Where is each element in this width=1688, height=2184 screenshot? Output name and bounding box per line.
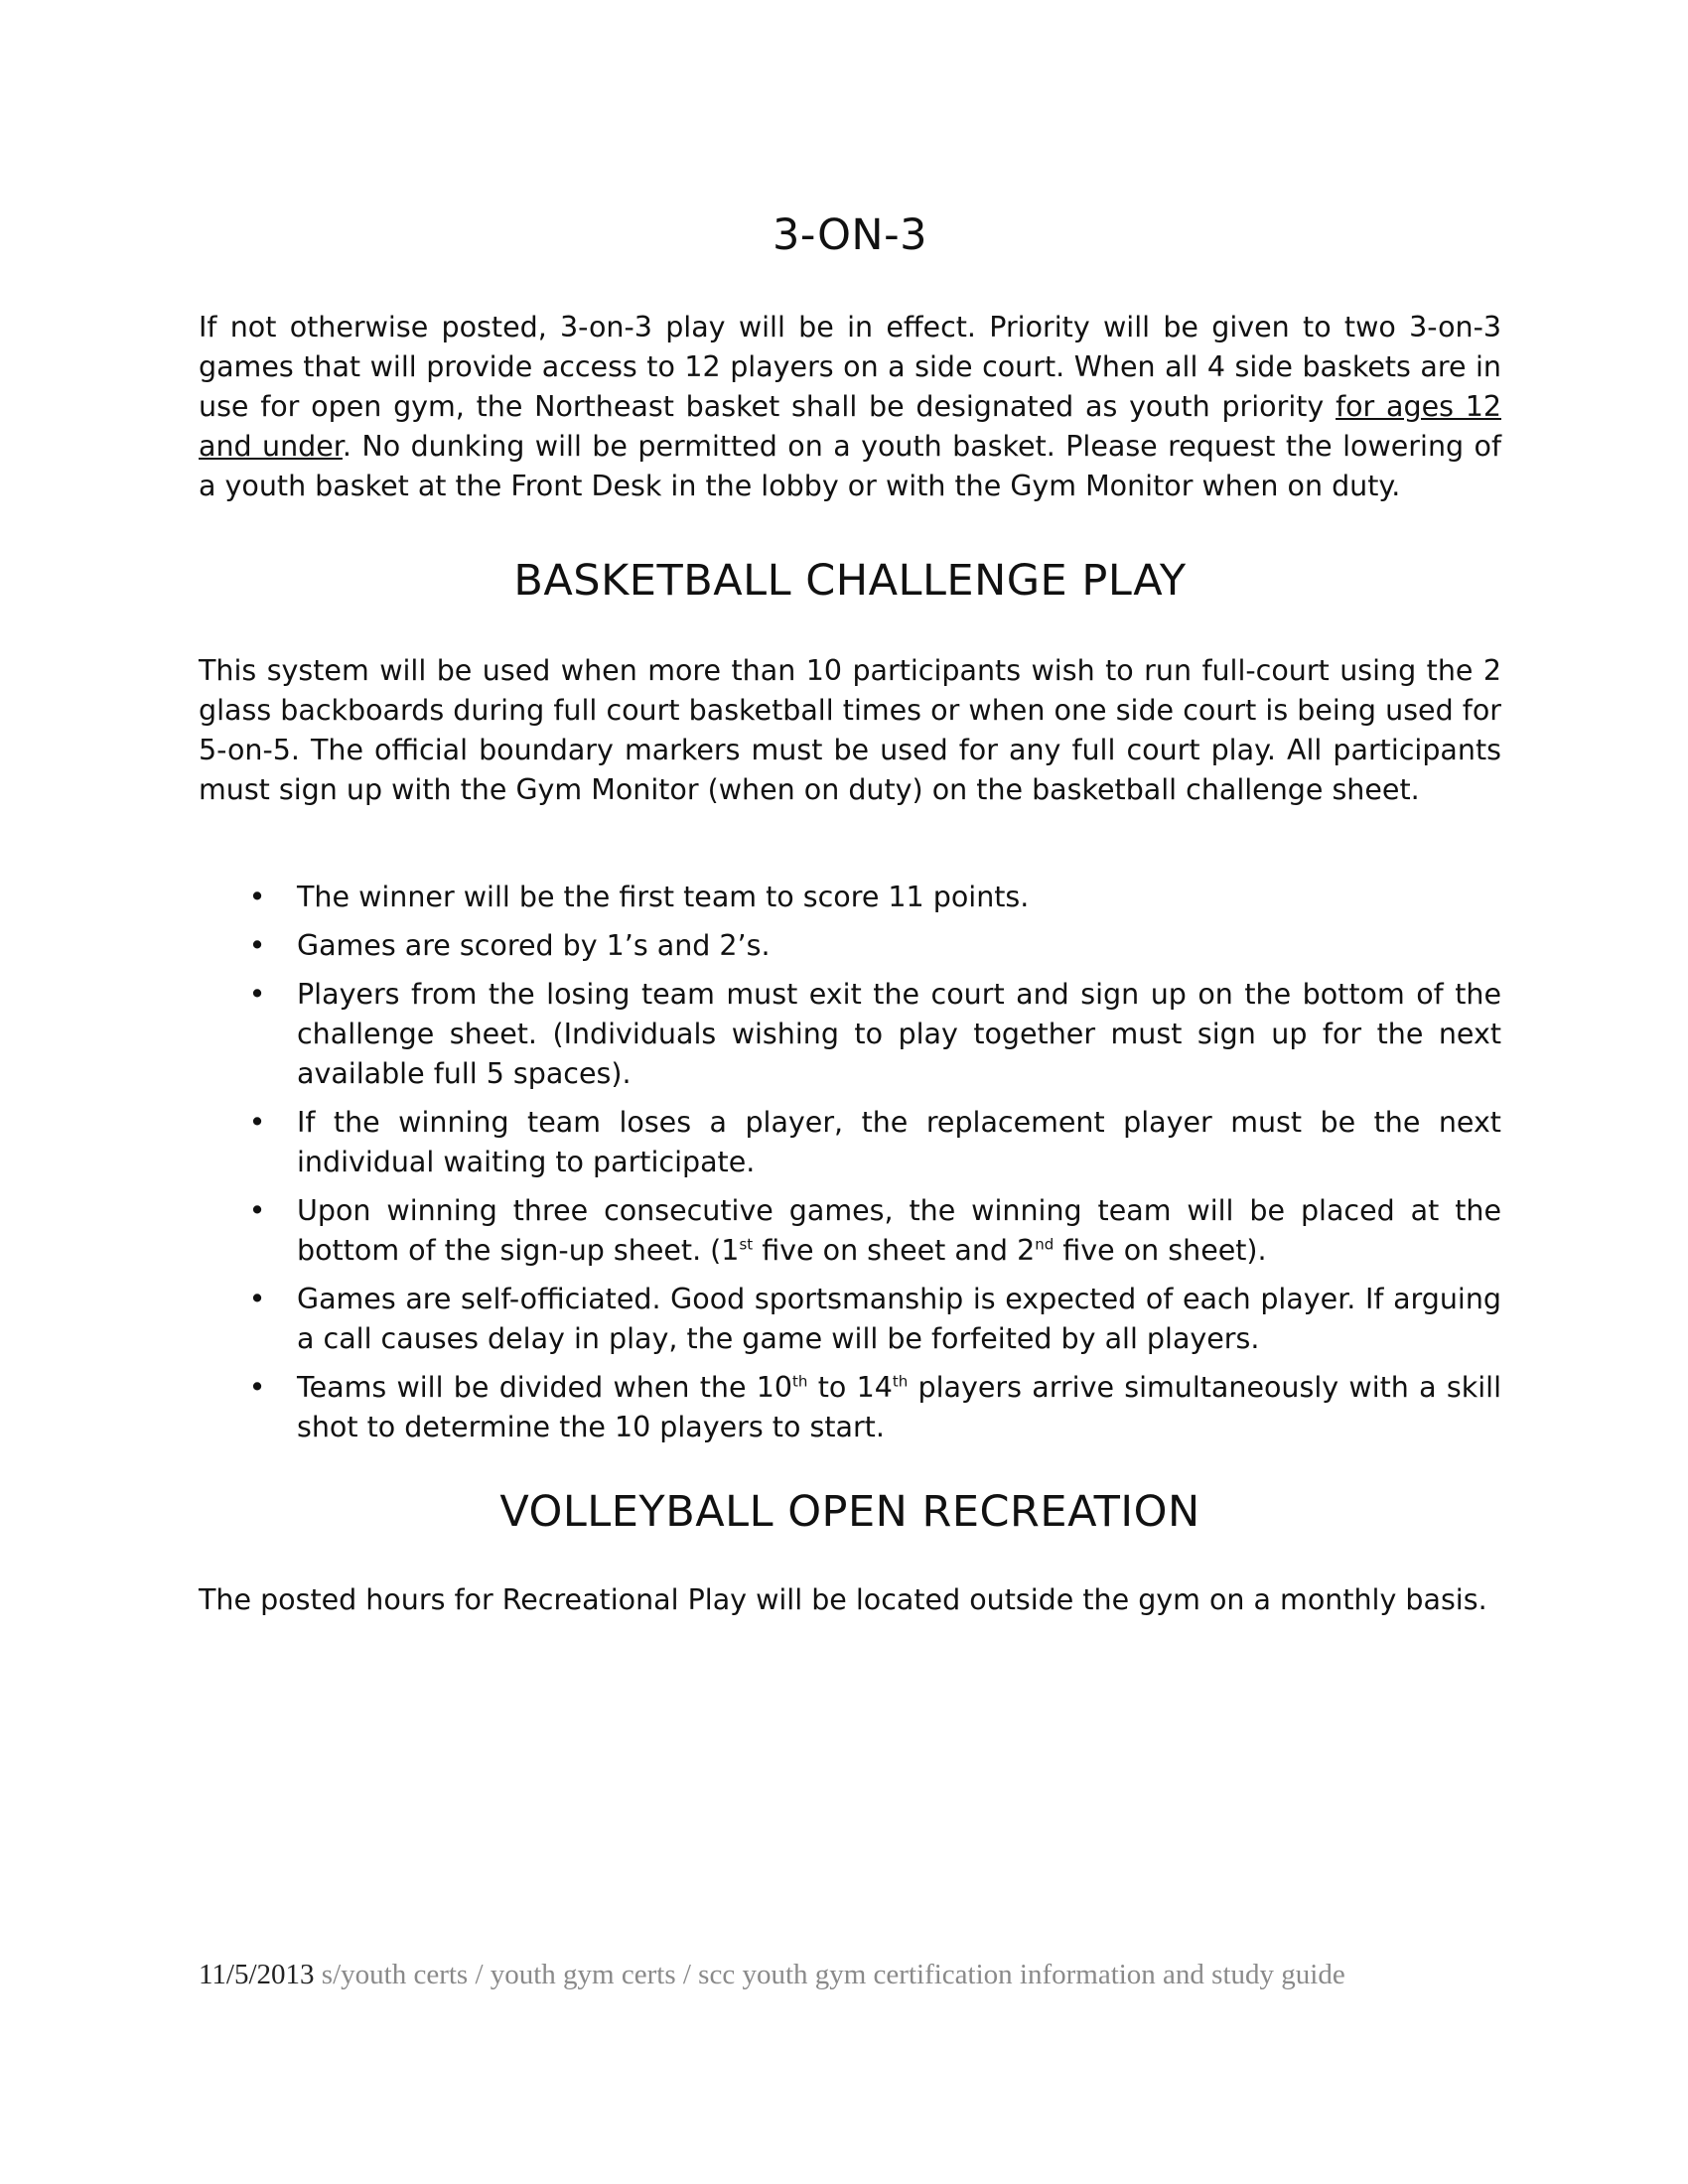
rule-text bbox=[297, 1194, 1501, 1267]
heading-3-on-3: 3-ON-3 bbox=[773, 210, 927, 260]
paragraph-3-on-3-text: If not otherwise posted, 3-on-3 play will be in effect. Priority will be given to two 3-on-3 games that will provide access to 12 players on a side court. When all 4 side baskets are in use for open gym, the Northeast basket shall be designated as youth priority bbox=[199, 311, 1501, 423]
age-limit-underline: for ages 12 and under bbox=[199, 390, 1501, 463]
ordinal-suffix: nd bbox=[1035, 1235, 1055, 1254]
bullet-icon: • bbox=[248, 881, 266, 913]
bullet-icon: • bbox=[248, 1371, 266, 1404]
rule-text-part: to 14 bbox=[807, 1371, 893, 1404]
rule-text: If the winning team loses a player, the replacement player must be the next individual waiting to participate. bbox=[297, 1106, 1501, 1178]
paragraph-volleyball: The posted hours for Recreational Play will be located outside the gym on a monthly basis. bbox=[199, 1583, 1487, 1616]
bullet-icon: • bbox=[248, 978, 266, 1011]
rule-text: Games are scored by 1’s and 2’s. bbox=[297, 929, 771, 962]
page-footer bbox=[199, 1956, 1501, 1994]
rule-text-part: Upon winning three consecutive games, the winning team will be placed at the bottom of the sign-up sheet. (1 bbox=[297, 1194, 1501, 1267]
footer-date: 11/5/2013 bbox=[199, 1959, 315, 1990]
bullet-icon: • bbox=[248, 929, 266, 962]
list-item bbox=[199, 1368, 1501, 1447]
bullet-icon: • bbox=[248, 1194, 266, 1227]
ordinal-suffix: th bbox=[792, 1372, 808, 1391]
paragraph-3-on-3 bbox=[199, 308, 1501, 506]
ordinal-suffix: th bbox=[892, 1372, 909, 1391]
paragraph-3-on-3-end: . No dunking will be permitted on a youth basket. Please request the lowering of a youth basket at the Front Desk in the lobby or with the Gym Monitor when on duty. bbox=[199, 430, 1502, 502]
rule-text-part: Teams will be divided when the 10 bbox=[297, 1371, 793, 1404]
rule-text-part: five on sheet). bbox=[1054, 1234, 1267, 1267]
paragraph-challenge-intro: This system will be used when more than 10 participants wish to run full-court using the 2 glass backboards during full court basketball times or when one side court is being used for 5-on-5. The official boundary markers must be used for any full court play. All participants must sign up with the Gym Monitor (when on duty) on the basketball challenge sheet. bbox=[199, 654, 1501, 806]
list-item bbox=[199, 1280, 1501, 1359]
heading-challenge-play: BASKETBALL CHALLENGE PLAY bbox=[513, 556, 1187, 606]
list-item bbox=[199, 926, 1501, 966]
document-page bbox=[199, 0, 1501, 2184]
list-item bbox=[199, 1103, 1501, 1182]
footer-path: s/youth certs / youth gym certs / scc youth gym certification information and study guide bbox=[314, 1959, 1345, 1990]
bullet-icon: • bbox=[248, 1283, 266, 1315]
heading-volleyball: VOLLEYBALL OPEN RECREATION bbox=[499, 1487, 1200, 1537]
list-item bbox=[199, 975, 1501, 1094]
rule-text: Players from the losing team must exit the court and sign up on the bottom of the challenge sheet. (Individuals wishing to play together must sign up for the next available full 5 spaces). bbox=[297, 978, 1501, 1090]
list-item bbox=[199, 878, 1501, 917]
bullet-icon: • bbox=[248, 1106, 266, 1139]
ordinal-suffix: st bbox=[739, 1235, 754, 1254]
list-item bbox=[199, 1191, 1501, 1271]
challenge-rules-list bbox=[199, 878, 1501, 1456]
rule-text-part: players arrive simultaneously with a skill shot to determine the 10 players to start. bbox=[297, 1371, 1501, 1443]
rule-text: Games are self-officiated. Good sportsmanship is expected of each player. If arguing a call causes delay in play, the game will be forfeited by all players. bbox=[297, 1283, 1501, 1355]
rule-text: The winner will be the first team to score 11 points. bbox=[297, 881, 1030, 913]
rule-text-part: five on sheet and 2 bbox=[753, 1234, 1036, 1267]
rule-text bbox=[297, 1371, 1501, 1443]
